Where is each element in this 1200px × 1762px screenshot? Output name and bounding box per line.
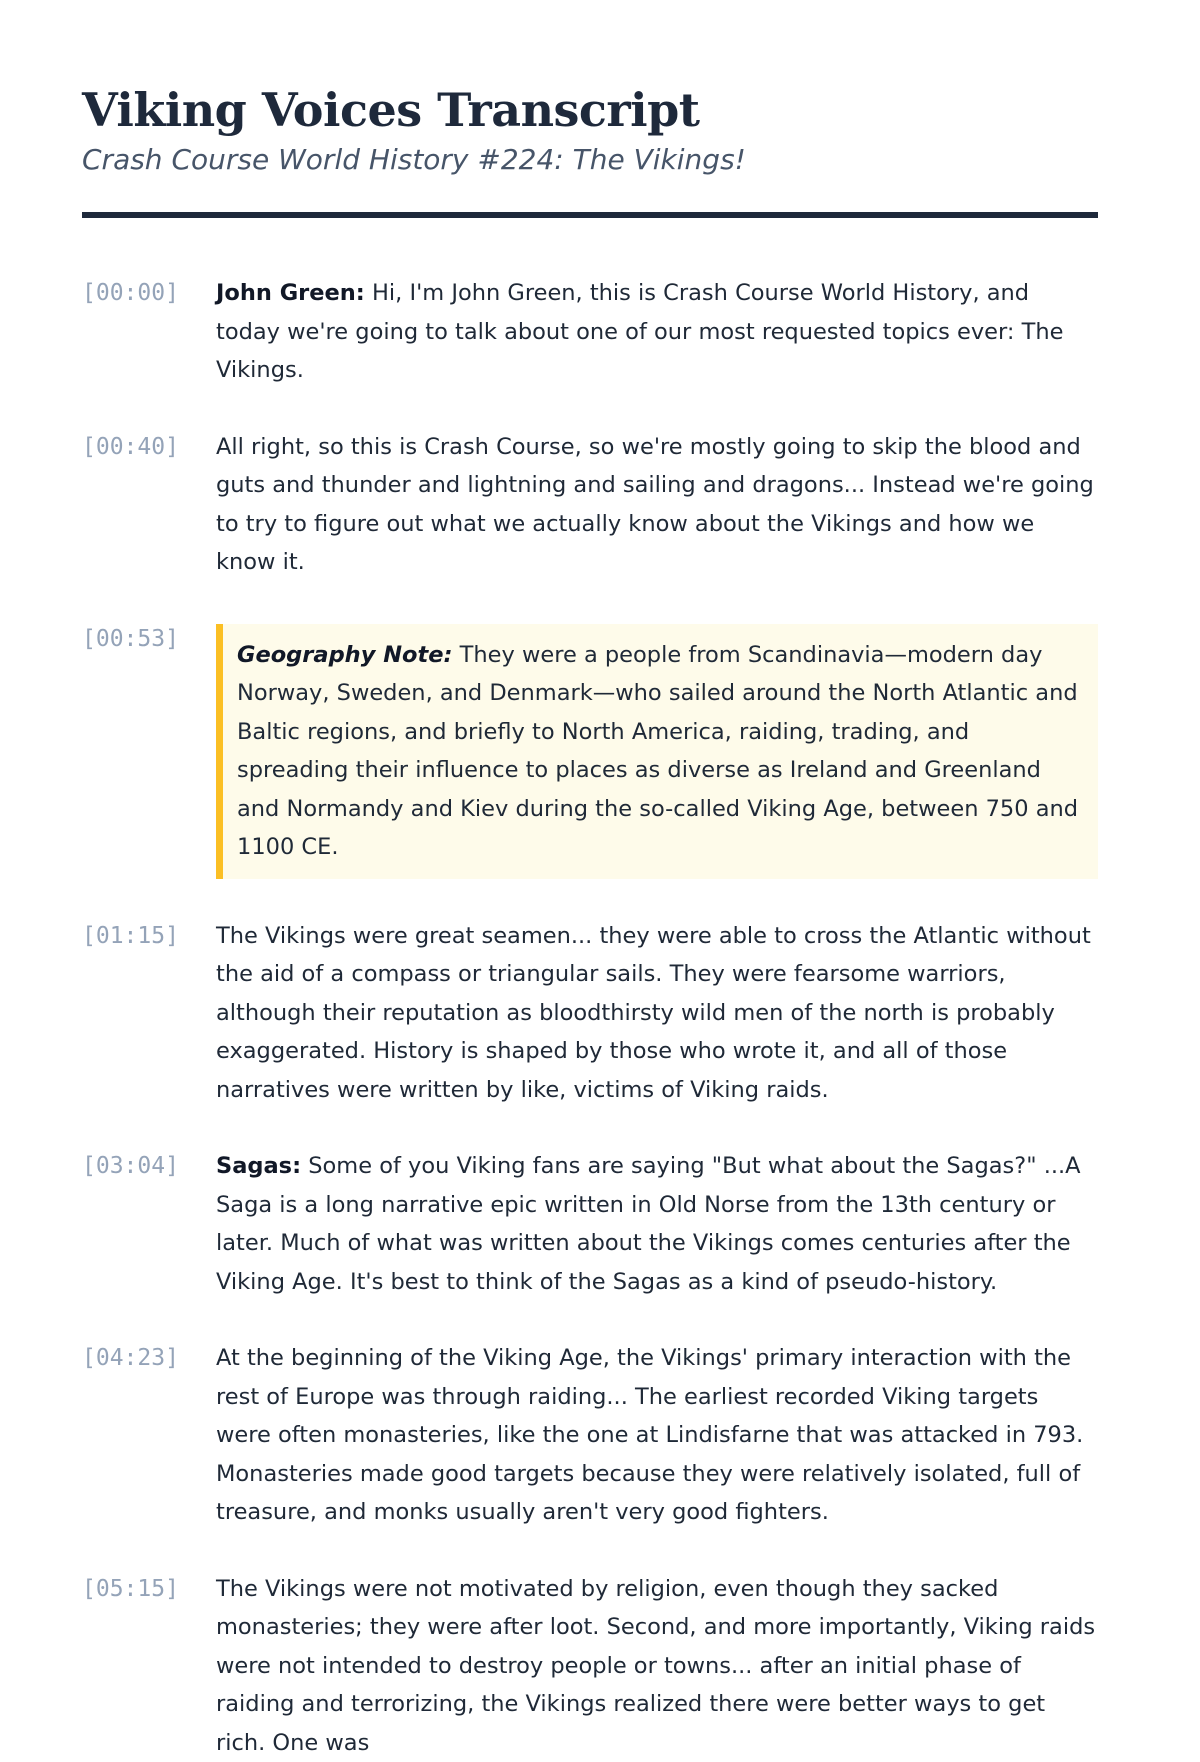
entry-text (216, 917, 1098, 1110)
timestamp: [04:23] (82, 1339, 216, 1377)
timestamp: [00:40] (82, 428, 216, 466)
geography-note (216, 624, 1098, 879)
transcript-entry (82, 620, 1098, 879)
page-title: Viking Voices Transcript (82, 80, 1098, 140)
entry-text (216, 1147, 1098, 1301)
entry-body: Hi, I'm John Green, this is Crash Course World History, and today we're going to talk about one of our most requested topics ever: The Vikings. (216, 280, 1063, 383)
timestamp: [05:15] (82, 1570, 216, 1608)
entry-body: Some of you Viking fans are saying "But what about the Sagas?" ...A Saga is a long narrative epic written in Old Norse from the 13th century or later. Much of what was written about the Vikings comes centuries after the Viking Age. It's best to think of the Sagas as a kind of pseudo-history. (216, 1153, 1081, 1295)
transcript-entry (82, 1339, 1098, 1532)
entry-text (216, 428, 1098, 582)
transcript-header (82, 0, 1098, 218)
transcript-body (82, 274, 1098, 1762)
transcript-entry (82, 274, 1098, 390)
transcript-entry (82, 1147, 1098, 1301)
speaker-label: Sagas: (216, 1153, 301, 1179)
timestamp: [00:53] (82, 620, 216, 658)
entry-text (216, 274, 1098, 390)
transcript-entry (82, 1570, 1098, 1762)
entry-body: The Vikings were not motivated by religion, even though they sacked monasteries; they were after loot. Second, and more importantly, Viking raids were not intended to destroy people or towns... after an initial phase of raiding and terrorizing, the Vikings realized there were better ways to get rich. One was (216, 1576, 1095, 1756)
timestamp: [03:04] (82, 1147, 216, 1185)
entry-body: All right, so this is Crash Course, so we're mostly going to skip the blood and guts and thunder and lightning and sailing and dragons... Instead we're going to try to figure out what we actually know about the Vikings and how we know it. (216, 434, 1094, 576)
speaker-label: John Green: (216, 280, 365, 306)
entry-body: At the beginning of the Viking Age, the Vikings' primary interaction with the rest of Europe was through raiding... The earliest recorded Viking targets were often monasteries, like the one at Lindisfarne that was attacked in 793. Monasteries made good targets because they were relatively isolated, full of treasure, and monks usually aren't very good fighters. (216, 1345, 1083, 1525)
entry-text (216, 1570, 1098, 1762)
timestamp: [01:15] (82, 917, 216, 955)
note-label: Geography Note: (237, 642, 453, 668)
note-body: They were a people from Scandinavia—modern day Norway, Sweden, and Denmark—who sailed around the North Atlantic and Baltic regions, and briefly to North America, raiding, trading, and spreading their influence to places as diverse as Ireland and Greenland and Normandy and Kiev during the so-called Viking Age, between 750 and 1100 CE. (237, 642, 1078, 861)
timestamp: [00:00] (82, 274, 216, 312)
transcript-entry (82, 428, 1098, 582)
page-subtitle: Crash Course World History #224: The Vikings! (82, 142, 1098, 178)
entry-body: The Vikings were great seamen... they were able to cross the Atlantic without the aid of a compass or triangular sails. They were fearsome warriors, although their reputation as bloodthirsty wild men of the north is probably exaggerated. History is shaped by those who wrote it, and all of those narratives were written by like, victims of Viking raids. (216, 923, 1091, 1103)
entry-text (216, 1339, 1098, 1532)
transcript-entry (82, 917, 1098, 1110)
